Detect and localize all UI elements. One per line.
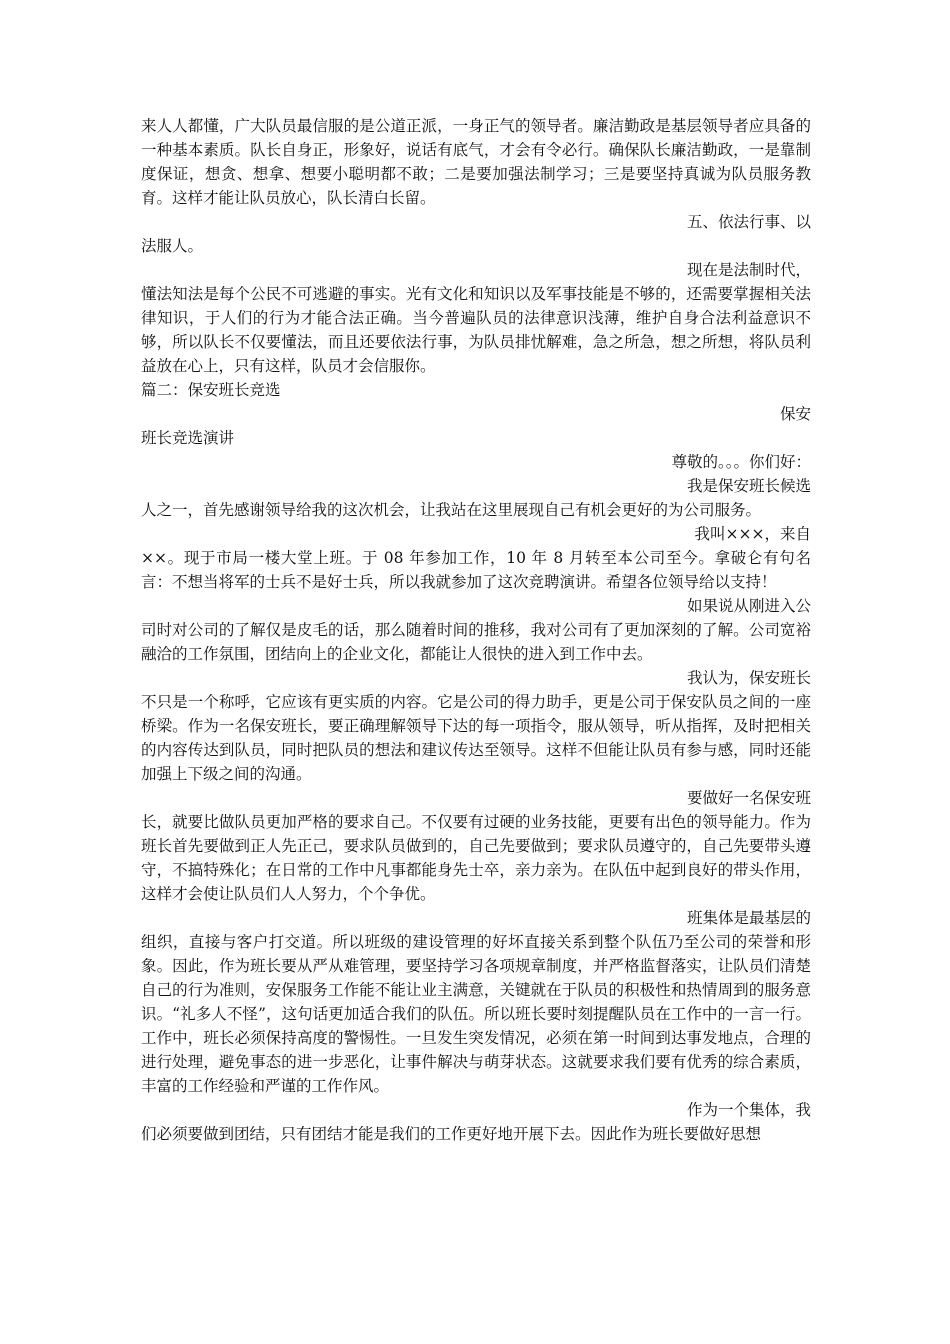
paragraph: [141, 402, 811, 450]
paragraph-lead: 如果说从刚进入公: [686, 597, 811, 615]
paragraph-text: 长，就要比做队员更加严格的要求自己。不仅要有过硬的业务技能，更要有出色的领导能力。作为班长首先要做到正人先正己，要求队员做到的，自己先要做到；要求队员遵守的，自己先要带头遵守，不搞特殊化；在日常的工作中凡事都能身先士卒，亲力亲为。在队伍中起到良好的带头作用，这样才会使让队员们人人努力，个个争优。: [141, 813, 811, 903]
paragraph-text: 司时对公司的了解仅是皮毛的话，那么随着时间的推移，我对公司有了更加深刻的了解。公司宽裕融洽的工作氛围，团结向上的企业文化，都能让人很快的进入到工作中去。: [141, 621, 811, 663]
paragraph-lead: 现在是法制时代，: [686, 261, 811, 279]
paragraph-lead: 保安: [779, 405, 811, 423]
paragraph: [141, 522, 811, 594]
paragraph-text: 篇二：保安班长竞选: [141, 381, 281, 399]
paragraph: [141, 450, 811, 474]
paragraph: [141, 210, 811, 258]
paragraph-text: 组织，直接与客户打交道。所以班级的建设管理的好坏直接关系到整个队伍乃至公司的荣誉和形象。因此，作为班长要从严从难管理，要坚持学习各项规章制度，并严格监督落实，让队员们清楚自己的行为准则，安保服务工作能不能让业主满意，关键就在于队员的积极性和热情周到的服务意识。“礼多人不怪”，这句话更加适合我们的队伍。所以班长要时刻提醒队员在工作中的一言一行。 工作中，班长必须保持高度的警惕性。一旦发生突发情况，必须在第一时间到达事发地点，合理的进行处理，避免事态的进一步恶化，让事件解决与萌芽状态。这就要求我们要有优秀的综合素质，丰富的工作经验和严谨的工作作风。: [141, 933, 811, 1095]
paragraph-lead: 班集体是最基层的: [686, 909, 811, 927]
paragraph-lead: 尊敬的。。。你们好：: [671, 453, 811, 471]
paragraph-lead: 要做好一名保安班: [686, 789, 811, 807]
paragraph: [141, 258, 811, 378]
paragraph-text: 法服人。: [141, 237, 204, 255]
paragraph-text: 班长竞选演讲: [141, 429, 235, 447]
paragraph-lead: 我认为，保安班长: [686, 669, 811, 687]
paragraph: [141, 594, 811, 666]
paragraph-lead: 作为一个集体，我: [686, 1101, 811, 1119]
paragraph: [141, 906, 811, 1098]
paragraph-text: 懂法知法是每个公民不可逃避的事实。光有文化和知识以及军事技能是不够的，还需要掌握相关法律知识，于人们的行为才能合法正确。当今普遍队员的法律意识浅薄，维护自身合法利益意识不够，所以队长不仅要懂法，而且还要依法行事，为队员排忧解难，急之所急，想之所想，将队员利益放在心上，只有这样，队员才会信服你。: [141, 285, 811, 375]
paragraph: [141, 474, 811, 522]
paragraph-text: 人之一，首先感谢领导给我的这次机会，让我站在这里展现自己有机会更好的为公司服务。: [141, 501, 762, 519]
paragraph-lead: 我叫×××，来自: [694, 525, 811, 543]
paragraph-text: 们必须要做到团结，只有团结才能是我们的工作更好地开展下去。因此作为班长要做好思想: [141, 1125, 762, 1143]
paragraph: [141, 114, 811, 210]
section-heading: [141, 378, 811, 402]
paragraph: [141, 1098, 811, 1146]
paragraph: [141, 666, 811, 786]
paragraph-lead: 五、依法行事、以: [686, 213, 811, 231]
paragraph: [141, 786, 811, 906]
paragraph-text: 来人人都懂，广大队员最信服的是公道正派，一身正气的领导者。廉洁勤政是基层领导者应具备的一种基本素质。队长自身正，形象好，说话有底气，才会有令必行。确保队长廉洁勤政，一是靠制度保证，想贪、想拿、想要小聪明都不敢；二是要加强法制学习；三是要坚持真诚为队员服务教育。这样才能让队员放心，队长清白长留。: [141, 117, 811, 207]
document-page: [141, 114, 811, 1146]
paragraph-lead: 我是保安班长候选: [686, 477, 811, 495]
paragraph-text: 不只是一个称呼，它应该有更实质的内容。它是公司的得力助手，更是公司于保安队员之间的一座桥梁。作为一名保安班长，要正确理解领导下达的每一项指令，服从领导，听从指挥，及时把相关的内容传达到队员，同时把队员的想法和建议传达至领导。这样不但能让队员有参与感，同时还能加强上下级之间的沟通。: [141, 693, 811, 783]
paragraph-text: ××。现于市局一楼大堂上班。于 08 年参加工作，10 年 8 月转至本公司至今。拿破仑有句名言：不想当将军的士兵不是好士兵，所以我就参加了这次竞聘演讲。希望各位领导给以支持！: [141, 549, 811, 591]
